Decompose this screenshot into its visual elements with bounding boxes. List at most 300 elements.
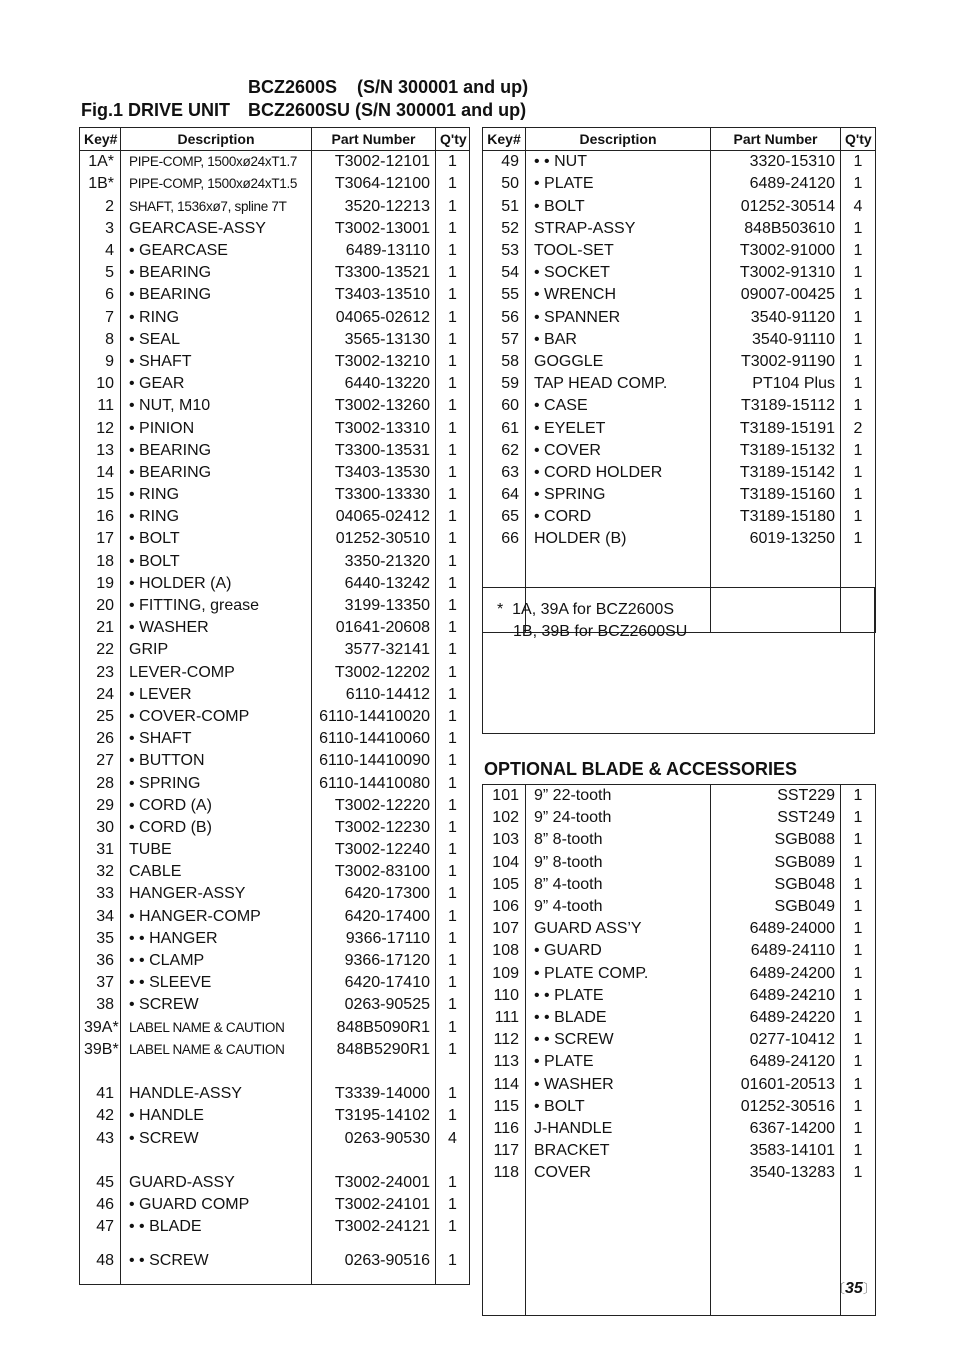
qty-cell: 1 xyxy=(448,929,457,947)
part-number-cell: T3002-91000 xyxy=(711,240,841,262)
key-cell: 42 xyxy=(80,1105,121,1127)
description-cell: • • CLAMP xyxy=(121,950,312,972)
table-row xyxy=(483,918,876,940)
description-cell: GUARD-ASSY xyxy=(121,1172,312,1194)
description-cell: 9” 22-tooth xyxy=(526,785,711,808)
part-number-cell: SGB048 xyxy=(711,874,841,896)
key-cell: 118 xyxy=(483,1162,526,1184)
description-cell: • CORD HOLDER xyxy=(526,462,711,484)
description-cell: • RING xyxy=(121,307,312,329)
key-cell: 101 xyxy=(483,785,526,808)
qty-cell: 1 xyxy=(853,986,863,1004)
table-row xyxy=(80,772,470,794)
qty-cell: 1 xyxy=(853,463,863,481)
part-number-cell: 6110-14410080 xyxy=(312,772,436,794)
model-line-1: BCZ2600S (S/N 300001 and up) xyxy=(248,77,529,97)
description-cell: • SPRING xyxy=(526,484,711,506)
key-cell: 10 xyxy=(80,373,121,395)
table-row xyxy=(80,906,470,928)
part-number-cell: T3300-13521 xyxy=(312,262,436,284)
empty-cell xyxy=(526,1206,711,1228)
table-row xyxy=(80,417,470,439)
qty-cell: 1 xyxy=(853,1119,863,1137)
optional-parts-table-body xyxy=(483,785,876,1316)
description-cell: • SHAFT xyxy=(121,728,312,750)
qty-cell: 1 xyxy=(448,663,457,681)
key-cell: 104 xyxy=(483,852,526,874)
key-cell: 15 xyxy=(80,484,121,506)
qty-cell: 1 xyxy=(448,419,457,437)
part-number-cell: 04065-02412 xyxy=(312,506,436,528)
part-number-cell xyxy=(312,1061,436,1083)
table-row xyxy=(80,1061,470,1083)
description-cell: LABEL NAME & CAUTION xyxy=(121,1017,312,1039)
key-cell: 49 xyxy=(483,151,526,174)
part-number-cell: T3002-24001 xyxy=(312,1172,436,1194)
description-cell: • HOLDER (A) xyxy=(121,573,312,595)
part-number-cell: 3199-13350 xyxy=(312,595,436,617)
key-cell: 33 xyxy=(80,883,121,905)
note-line-2: 1B, 39B for BCZ2600SU xyxy=(513,623,688,640)
key-cell: 51 xyxy=(483,196,526,218)
table-row xyxy=(80,1017,470,1039)
qty-cell: 1 xyxy=(448,242,457,260)
qty-cell: 1 xyxy=(853,898,863,916)
part-number-cell: T3002-13001 xyxy=(312,218,436,240)
qty-cell: 1 xyxy=(448,1252,457,1270)
key-cell: 111 xyxy=(483,1007,526,1029)
key-cell: 117 xyxy=(483,1140,526,1162)
qty-cell: 1 xyxy=(448,1218,457,1236)
description-cell: • WRENCH xyxy=(526,284,711,306)
table-row xyxy=(80,994,470,1016)
col-header-part-number: Part Number xyxy=(711,128,841,151)
qty-cell: 1 xyxy=(853,942,863,960)
part-number-cell: T3189-15142 xyxy=(711,462,841,484)
part-number-cell: 6489-24210 xyxy=(711,985,841,1007)
qty-cell: 1 xyxy=(448,175,457,193)
table-row xyxy=(80,440,470,462)
col-header-description: Description xyxy=(526,128,711,151)
qty-cell: 1 xyxy=(448,996,457,1014)
part-number-cell: 6420-17410 xyxy=(312,972,436,994)
col-header-qty: Q'ty xyxy=(436,128,470,151)
key-cell: 5 xyxy=(80,262,121,284)
description-cell: • • SCREW xyxy=(526,1029,711,1051)
key-cell: 11 xyxy=(80,395,121,417)
qty-cell: 1 xyxy=(853,1075,863,1093)
qty-cell: 4 xyxy=(448,1129,457,1147)
empty-cell xyxy=(483,1184,526,1206)
qty-cell: 1 xyxy=(448,796,457,814)
description-cell: GUARD ASS’Y xyxy=(526,918,711,940)
qty-cell: 1 xyxy=(853,875,863,893)
part-number-cell: 848B5290R1 xyxy=(312,1039,436,1061)
table-row xyxy=(483,528,876,550)
part-number-cell: T3002-12202 xyxy=(312,662,436,684)
part-number-cell: T3339-14000 xyxy=(312,1083,436,1105)
description-cell: • • SCREW xyxy=(121,1238,312,1284)
description-cell: PIPE-COMP, 1500xø24xT1.5 xyxy=(121,173,312,195)
key-cell: 64 xyxy=(483,484,526,506)
col-header-part-number: Part Number xyxy=(312,128,436,151)
description-cell: • BOLT xyxy=(526,196,711,218)
key-cell: 32 xyxy=(80,861,121,883)
part-number-cell: 01641-20608 xyxy=(312,617,436,639)
table-row xyxy=(483,829,876,851)
table-row xyxy=(483,896,876,918)
table-row xyxy=(80,795,470,817)
key-cell: 38 xyxy=(80,994,121,1016)
description-cell: • PLATE xyxy=(526,1051,711,1073)
description-cell: • COVER xyxy=(526,440,711,462)
qty-cell: 2 xyxy=(853,419,863,437)
part-number-cell: 3577-32141 xyxy=(312,639,436,661)
key-cell xyxy=(80,1061,121,1083)
table-row xyxy=(483,284,876,306)
key-cell: 59 xyxy=(483,373,526,395)
description-cell: GEARCASE-ASSY xyxy=(121,218,312,240)
qty-cell: 1 xyxy=(448,752,457,770)
description-cell: HOLDER (B) xyxy=(526,528,711,550)
key-cell: 30 xyxy=(80,817,121,839)
key-cell: 25 xyxy=(80,706,121,728)
part-number-cell: 01601-20513 xyxy=(711,1073,841,1095)
key-cell: 18 xyxy=(80,551,121,573)
table-row xyxy=(483,807,876,829)
key-cell: 3 xyxy=(80,218,121,240)
description-cell: • BOLT xyxy=(526,1096,711,1118)
part-number-cell: T3403-13510 xyxy=(312,284,436,306)
part-number-cell: T3300-13531 xyxy=(312,440,436,462)
table-row xyxy=(80,484,470,506)
table-row xyxy=(80,1194,470,1216)
key-cell: 39A* xyxy=(80,1017,121,1039)
parts-table-right xyxy=(482,127,876,633)
description-cell: • CASE xyxy=(526,395,711,417)
key-cell: 115 xyxy=(483,1096,526,1118)
part-number-cell: 6489-13110 xyxy=(312,240,436,262)
qty-cell: 1 xyxy=(853,486,863,504)
part-number-cell: SGB088 xyxy=(711,829,841,851)
part-number-cell: 3565-13130 xyxy=(312,329,436,351)
table-row xyxy=(483,196,876,218)
part-number-cell: 6110-14410090 xyxy=(312,750,436,772)
qty-cell: 1 xyxy=(853,219,863,237)
table-row xyxy=(483,218,876,240)
key-cell: 65 xyxy=(483,506,526,528)
table-row xyxy=(80,728,470,750)
description-cell: • WASHER xyxy=(121,617,312,639)
qty-cell: 1 xyxy=(448,952,457,970)
qty-cell: 1 xyxy=(448,308,457,326)
table-row xyxy=(80,706,470,728)
description-cell: • BEARING xyxy=(121,462,312,484)
part-number-cell: 0263-90525 xyxy=(312,994,436,1016)
part-number-cell: 3540-91110 xyxy=(711,329,841,351)
qty-cell: 1 xyxy=(448,463,457,481)
part-number-cell: 6489-24200 xyxy=(711,963,841,985)
table-row xyxy=(483,329,876,351)
qty-cell: 1 xyxy=(853,397,863,415)
empty-row xyxy=(483,1184,876,1206)
table-row xyxy=(80,1105,470,1127)
qty-cell: 1 xyxy=(448,441,457,459)
key-cell: 102 xyxy=(483,807,526,829)
part-number-cell: 0263-90530 xyxy=(312,1127,436,1149)
table-row xyxy=(483,1162,876,1184)
key-cell: 54 xyxy=(483,262,526,284)
qty-cell: 1 xyxy=(448,330,457,348)
empty-row xyxy=(483,1206,876,1228)
part-number-cell: T3195-14102 xyxy=(312,1105,436,1127)
table-row xyxy=(483,1007,876,1029)
key-cell: 48 xyxy=(80,1238,121,1284)
description-cell: • SPANNER xyxy=(526,307,711,329)
col-header-key: Key# xyxy=(80,128,121,151)
table-row xyxy=(80,173,470,195)
key-cell: 50 xyxy=(483,173,526,195)
key-cell: 105 xyxy=(483,874,526,896)
table-row xyxy=(483,151,876,174)
table-row xyxy=(80,1083,470,1105)
table-row xyxy=(483,240,876,262)
description-cell: • BEARING xyxy=(121,262,312,284)
key-cell: 46 xyxy=(80,1194,121,1216)
description-cell: • NUT, M10 xyxy=(121,395,312,417)
qty-cell: 1 xyxy=(853,264,863,282)
description-cell: • SHAFT xyxy=(121,351,312,373)
description-cell: • EYELET xyxy=(526,417,711,439)
qty-cell: 1 xyxy=(448,841,457,859)
part-number-cell: 09007-00425 xyxy=(711,284,841,306)
part-number-cell: 3350-21320 xyxy=(312,551,436,573)
description-cell: • BEARING xyxy=(121,284,312,306)
table-row xyxy=(80,1127,470,1149)
part-number-cell: T3189-15132 xyxy=(711,440,841,462)
key-cell: 13 xyxy=(80,440,121,462)
empty-cell xyxy=(711,1228,841,1315)
table-row xyxy=(483,373,876,395)
qty-cell: 1 xyxy=(448,818,457,836)
parts-table-left xyxy=(79,127,470,1285)
description-cell: • BOLT xyxy=(121,528,312,550)
figure-title: Fig.1 DRIVE UNIT xyxy=(81,100,231,120)
page-number xyxy=(832,1278,876,1298)
part-number-cell: 848B5090R1 xyxy=(312,1017,436,1039)
empty-cell xyxy=(841,1206,876,1228)
table-row xyxy=(80,284,470,306)
description-cell: • • PLATE xyxy=(526,985,711,1007)
table-row xyxy=(80,817,470,839)
table-row xyxy=(483,1029,876,1051)
part-number-cell: 6367-14200 xyxy=(711,1118,841,1140)
table-row xyxy=(80,573,470,595)
part-number-cell: T3002-24121 xyxy=(312,1216,436,1238)
qty-cell: 1 xyxy=(448,641,457,659)
qty-cell: 1 xyxy=(448,197,457,215)
part-number-cell: 6489-24120 xyxy=(711,1051,841,1073)
part-number-cell: T3002-13260 xyxy=(312,395,436,417)
description-cell: • • HANGER xyxy=(121,928,312,950)
part-number-cell: T3064-12100 xyxy=(312,173,436,195)
qty-cell: 1 xyxy=(448,619,457,637)
empty-cell xyxy=(711,1184,841,1206)
key-cell: 55 xyxy=(483,284,526,306)
key-cell: 109 xyxy=(483,963,526,985)
description-cell: • GEAR xyxy=(121,373,312,395)
empty-cell xyxy=(526,1184,711,1206)
key-cell: 2 xyxy=(80,196,121,218)
table-row xyxy=(483,395,876,417)
description-cell: • SOCKET xyxy=(526,262,711,284)
qty-cell: 1 xyxy=(448,1040,457,1058)
table-row xyxy=(483,1096,876,1118)
description-cell xyxy=(121,1150,312,1172)
table-row xyxy=(80,1150,470,1172)
part-number-cell: T3189-15191 xyxy=(711,417,841,439)
table-row xyxy=(483,484,876,506)
description-cell: • PINION xyxy=(121,417,312,439)
qty-cell: 1 xyxy=(448,1018,457,1036)
description-cell: • GEARCASE xyxy=(121,240,312,262)
qty-cell: 1 xyxy=(448,486,457,504)
key-cell: 8 xyxy=(80,329,121,351)
qty-cell: 1 xyxy=(853,175,863,193)
key-cell: 28 xyxy=(80,772,121,794)
qty-cell: 1 xyxy=(853,1097,863,1115)
qty-cell: 1 xyxy=(853,1142,863,1160)
part-number-cell: 01252-30516 xyxy=(711,1096,841,1118)
table-row xyxy=(483,1118,876,1140)
key-cell: 35 xyxy=(80,928,121,950)
qty-cell: 1 xyxy=(448,219,457,237)
qty-cell: 1 xyxy=(448,552,457,570)
key-cell: 1A* xyxy=(80,151,121,174)
part-number-cell: T3002-12230 xyxy=(312,817,436,839)
key-cell: 1B* xyxy=(80,173,121,195)
table-row xyxy=(80,151,470,174)
table-row xyxy=(80,196,470,218)
description-cell: • SPRING xyxy=(121,772,312,794)
table-row xyxy=(80,1039,470,1061)
description-cell: • • SLEEVE xyxy=(121,972,312,994)
key-cell: 26 xyxy=(80,728,121,750)
key-cell: 22 xyxy=(80,639,121,661)
table-row xyxy=(483,462,876,484)
description-cell: • PLATE xyxy=(526,173,711,195)
description-cell: • CORD xyxy=(526,506,711,528)
key-cell: 29 xyxy=(80,795,121,817)
key-cell: 20 xyxy=(80,595,121,617)
key-cell: 37 xyxy=(80,972,121,994)
table-row xyxy=(483,985,876,1007)
qty-cell: 1 xyxy=(853,242,863,260)
key-cell: 45 xyxy=(80,1172,121,1194)
empty-row xyxy=(483,1228,876,1315)
key-cell: 14 xyxy=(80,462,121,484)
description-cell: 9” 4-tooth xyxy=(526,896,711,918)
qty-cell: 1 xyxy=(853,1008,863,1026)
table-row xyxy=(483,1073,876,1095)
part-number-cell: 6110-14412 xyxy=(312,684,436,706)
part-number-cell: 01252-30514 xyxy=(711,196,841,218)
description-cell: 9” 8-tooth xyxy=(526,852,711,874)
qty-cell: 1 xyxy=(853,286,863,304)
part-number-cell: 6489-24110 xyxy=(711,940,841,962)
qty-cell xyxy=(436,1150,470,1172)
empty-cell xyxy=(483,1228,526,1315)
key-cell: 9 xyxy=(80,351,121,373)
table-row xyxy=(80,972,470,994)
part-number-cell: SST229 xyxy=(711,785,841,808)
key-cell: 61 xyxy=(483,417,526,439)
page-bracket-close: 〕 xyxy=(862,1281,876,1296)
part-number-cell: 6489-24120 xyxy=(711,173,841,195)
description-cell: • BUTTON xyxy=(121,750,312,772)
part-number-cell: T3189-15112 xyxy=(711,395,841,417)
key-cell: 39B* xyxy=(80,1039,121,1061)
note-line-1: * 1A, 39A for BCZ2600S xyxy=(497,601,674,618)
table-row xyxy=(80,240,470,262)
part-number-cell: 0277-10412 xyxy=(711,1029,841,1051)
qty-cell: 1 xyxy=(853,352,863,370)
table-row xyxy=(483,852,876,874)
description-cell: • RING xyxy=(121,506,312,528)
table-row xyxy=(80,395,470,417)
qty-cell: 1 xyxy=(853,1053,863,1071)
key-cell: 56 xyxy=(483,307,526,329)
description-cell: • CORD (B) xyxy=(121,817,312,839)
qty-cell: 4 xyxy=(853,197,863,215)
part-number-cell: T3002-13210 xyxy=(312,351,436,373)
table-row xyxy=(80,861,470,883)
table-row xyxy=(483,417,876,439)
qty-cell: 1 xyxy=(448,530,457,548)
table-row xyxy=(483,173,876,195)
qty-cell: 1 xyxy=(853,809,863,827)
table-row xyxy=(80,462,470,484)
qty-cell: 1 xyxy=(448,730,457,748)
part-number-cell: SGB089 xyxy=(711,852,841,874)
col-header-qty: Q'ty xyxy=(841,128,876,151)
qty-cell: 1 xyxy=(448,286,457,304)
empty-cell xyxy=(711,1206,841,1228)
table-row xyxy=(483,1051,876,1073)
qty-cell: 1 xyxy=(853,508,863,526)
description-cell: SHAFT, 1536xø7, spline 7T xyxy=(121,196,312,218)
qty-cell: 1 xyxy=(853,1031,863,1049)
part-number-cell: 6110-14410060 xyxy=(312,728,436,750)
description-cell: • • BLADE xyxy=(526,1007,711,1029)
table-row xyxy=(80,662,470,684)
description-cell: • CORD (A) xyxy=(121,795,312,817)
qty-cell: 1 xyxy=(853,853,863,871)
part-number-cell: 6489-24000 xyxy=(711,918,841,940)
qty-cell: 1 xyxy=(853,920,863,938)
key-cell: 27 xyxy=(80,750,121,772)
table-row xyxy=(80,373,470,395)
table-row xyxy=(80,617,470,639)
description-cell: TOOL-SET xyxy=(526,240,711,262)
table-row xyxy=(483,506,876,528)
key-cell: 24 xyxy=(80,684,121,706)
part-number-cell: T3002-13310 xyxy=(312,417,436,439)
table-row xyxy=(80,639,470,661)
table-row xyxy=(483,785,876,808)
description-cell: • COVER-COMP xyxy=(121,706,312,728)
table-row xyxy=(80,551,470,573)
